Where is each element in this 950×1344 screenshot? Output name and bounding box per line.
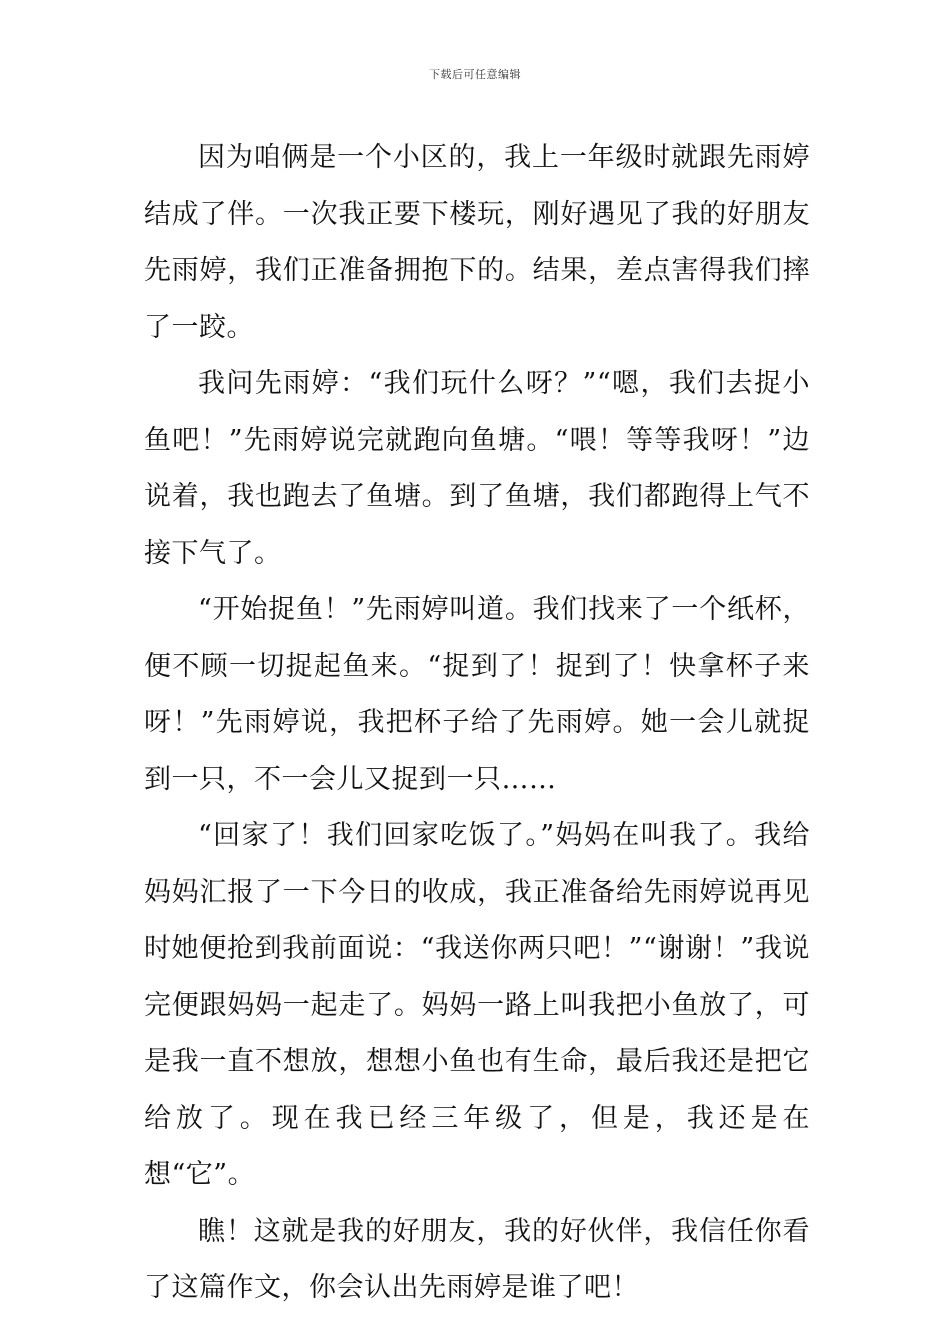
essay-body [144,130,810,1317]
page-header: 下载后可任意编辑 [429,68,521,81]
paragraph-3: “开始捉鱼！”先雨婷叫道。我们找来了一个纸杯，便不顾一切捉起鱼来。“捉到了！捉到了！快拿杯子来呀！”先雨婷说，我把杯子给了先雨婷。她一会儿就捉到一只，不一会儿又捉到一只…… [144,594,810,795]
paragraph-2: 我问先雨婷：“我们玩什么呀？”“嗯，我们去捉小鱼吧！”先雨婷说完就跑向鱼塘。“喂！等等我呀！”边说着，我也跑去了鱼塘。到了鱼塘，我们都跑得上气不接下气了。 [144,368,810,569]
paragraph-4: “回家了！我们回家吃饭了。”妈妈在叫我了。我给妈妈汇报了一下今日的收成，我正准备给先雨婷说再见时她便抢到我前面说：“我送你两只吧！”“谢谢！”我说完便跟妈妈一起走了。妈妈一路上叫我把小鱼放了，可是我一直不想放，想想小鱼也有生命，最后我还是把它给放了。现在我已经三年级了，但是，我还是在想“它”。 [144,820,810,1190]
paragraph-1: 因为咱俩是一个小区的，我上一年级时就跟先雨婷结成了伴。一次我正要下楼玩，刚好遇见了我的好朋友先雨婷，我们正准备拥抱下的。结果，差点害得我们摔了一跤。 [144,142,810,343]
paragraph-5: 瞧！这就是我的好朋友，我的好伙伴，我信任你看了这篇作文，你会认出先雨婷是谁了吧！ [144,1215,810,1303]
